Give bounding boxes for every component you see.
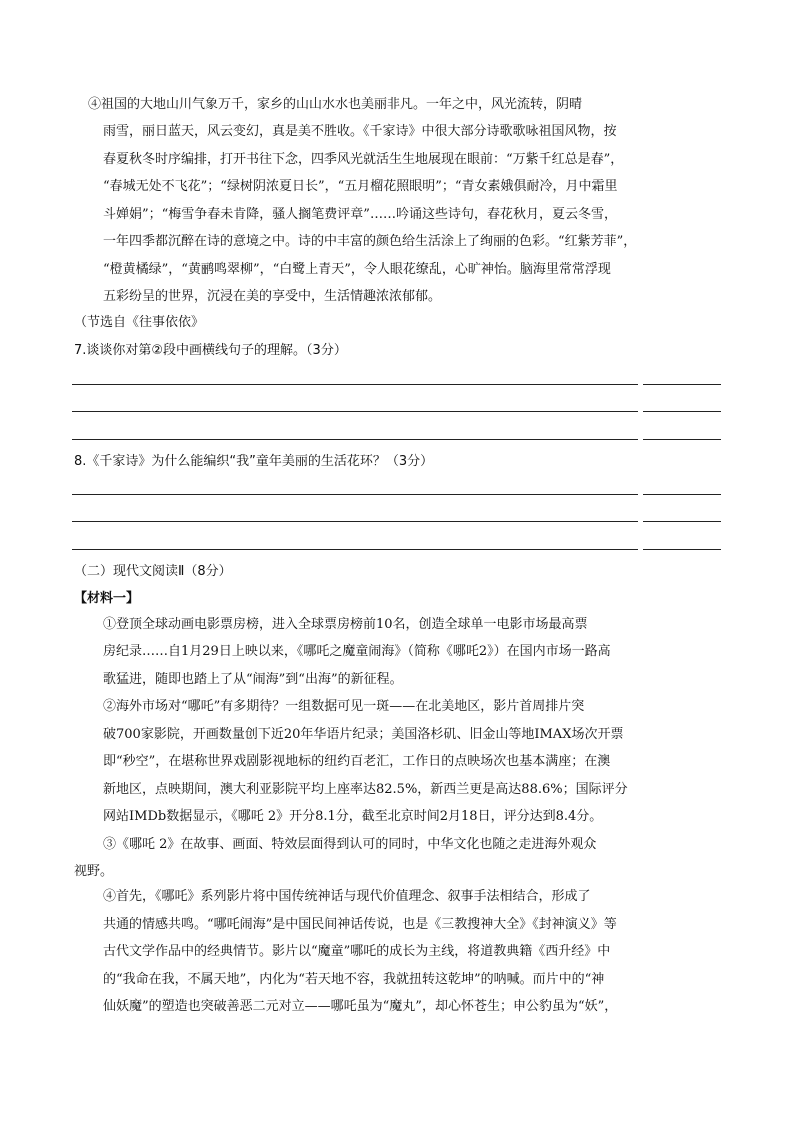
material-label: 【材料一】 <box>74 591 140 606</box>
passage-line: “橙黄橘绿”，“黄鹂鸣翠柳”，“白鹭上青天”，令人眼花缭乱，心旷神怡。脑海里常常浮现 <box>103 262 611 277</box>
passage-source: （节选自《往事依依》 <box>74 315 205 330</box>
passage-line: 网站IMDb数据显示，《哪吒 2》开分8.1分，截至北京时间2月18日，评分达到8.4分。 <box>103 809 603 824</box>
passage-line: 五彩纷呈的世界，沉浸在美的享受中，生活情趣浓浓郁郁。 <box>103 289 442 304</box>
passage-line: ②海外市场对“哪吒”有多期待？一组数据可见一斑——在北美地区，影片首周排片突 <box>103 699 585 714</box>
answer-line[interactable] <box>72 549 638 550</box>
passage-line: ①登顶全球动画电影票房榜，进入全球票房榜前10名，创造全球单一电影市场最高票 <box>103 617 588 632</box>
answer-line[interactable] <box>72 439 638 440</box>
answer-line[interactable] <box>72 494 638 495</box>
question-8: 8.《千家诗》为什么能编织“我”童年美丽的生活花环？（3分） <box>74 454 434 469</box>
answer-line[interactable] <box>643 494 721 495</box>
question-7: 7.谈谈你对第②段中画横线句子的理解。（3分） <box>74 343 347 358</box>
passage-line: ④祖国的大地山川气象万千，家乡的山山水水也美丽非凡。一年之中，风光流转，阴晴 <box>88 97 583 112</box>
passage-line: “春城无处不飞花”；“绿树阴浓夏日长”，“五月榴花照眼明”；“青女素娥俱耐冷，月中霜里 <box>103 179 618 194</box>
passage-line: 共通的情感共鸣。“哪吒闹海”是中国民间神话传说，也是《三教搜神大全》《封神演义》等 <box>103 917 617 932</box>
passage-line: 视野。 <box>74 864 114 879</box>
passage-line: 古代文学作品中的经典情节。影片以“魔童”哪吒的成长为主线，将道教典籍《西升经》中 <box>103 944 611 959</box>
passage-line: ③《哪吒 2》在故事、画面、特效层面得到认可的同时，中华文化也随之走进海外观众 <box>103 837 597 852</box>
passage-line: 即“秒空”，在堪称世界戏剧影视地标的纽约百老汇，工作日的点映场次也基本满座；在澳 <box>103 754 611 769</box>
passage-line: 歌猛进，随即也踏上了从“闹海”到“出海”的新征程。 <box>103 672 403 687</box>
answer-line[interactable] <box>643 549 721 550</box>
passage-line: 雨雪，丽日蓝天，风云变幻，真是美不胜收。《千家诗》中很大部分诗歌歌咏祖国风物，按 <box>103 124 617 139</box>
passage-line: 斗婵娟”；“梅雪争春未肯降，骚人搁笔费评章”……吟诵这些诗句，春花秋月，夏云冬雪， <box>103 207 617 222</box>
answer-line[interactable] <box>643 521 721 522</box>
answer-line[interactable] <box>72 521 638 522</box>
answer-line[interactable] <box>72 384 638 385</box>
answer-line[interactable] <box>643 384 721 385</box>
passage-line: 春夏秋冬时序编排，打开书往下念，四季风光就活生生地展现在眼前：“万紫千红总是春”， <box>103 152 624 167</box>
section-heading: （二）现代文阅读Ⅱ（8分） <box>74 564 232 579</box>
passage-line: 新地区，点映期间，澳大利亚影院平均上座率达82.5%，新西兰更是高达88.6%；国际评分 <box>103 782 628 797</box>
passage-line: 房纪录……自1月29日上映以来，《哪吒之魔童闹海》（简称《哪吒2》）在国内市场一路高 <box>103 644 611 659</box>
passage-line: 一年四季都沉醉在诗的意境之中。诗的中丰富的颜色给生活涂上了绚丽的色彩。“红紫芳菲”， <box>103 234 637 249</box>
answer-line[interactable] <box>643 439 721 440</box>
passage-line: 破700家影院，开画数量创下近20年华语片纪录；美国洛杉矶、旧金山等地IMAX场次开票 <box>103 727 624 742</box>
answer-line[interactable] <box>643 411 721 412</box>
passage-line: 仙妖魔”的塑造也突破善恶二元对立——哪吒虽为“魔丸”，却心怀苍生；申公豹虽为“妖”， <box>103 999 618 1014</box>
answer-line[interactable] <box>72 411 638 412</box>
passage-line: ④首先，《哪吒》系列影片将中国传统神话与现代价值理念、叙事手法相结合，形成了 <box>103 889 591 904</box>
passage-line: 的“我命在我，不属天地”，内化为“若天地不容，我就扭转这乾坤”的呐喊。而片中的“神 <box>103 972 605 987</box>
